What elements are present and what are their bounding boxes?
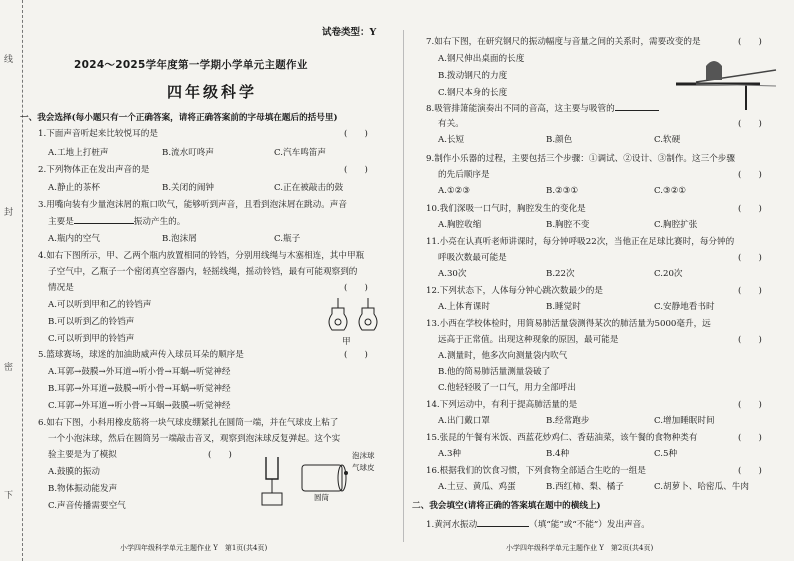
option-a: A.上体育课时 [438,302,490,312]
option-a: A.测量时，他多次向测量袋内吹气 [438,351,568,361]
option-c: C.耳郭→外耳道→听小骨→耳蜗→鼓膜→听觉神经 [48,401,231,411]
answer-bracket[interactable]: ( ) [738,253,762,263]
question-stem: 13.小西在学校体检时，用简易肺活量袋测得某次的肺活量为5000毫升，远 [426,319,711,329]
figure-label-jia: 甲 [342,337,351,347]
bell-jar-figure [326,294,386,350]
answer-bracket[interactable]: ( ) [344,165,368,175]
year-title: 2024～2025学年度第一学期小学单元主题作业 [74,59,308,71]
fill-blank[interactable] [477,518,529,527]
ruler-table-figure [676,48,780,110]
option-b: B.西红柿、梨、橘子 [546,482,624,492]
question-stem-2: 呼吸次数最可能是 [438,253,507,263]
option-b: B.可以听到乙的铃铛声 [48,317,135,327]
option-a: A.钢尺伸出桌面的长度 [438,54,525,64]
question-stem-2: 的先后顺序是 [438,170,490,180]
option-a: A.3种 [438,449,461,459]
question-stem: 6.如右下图，小科用橡皮筋将一块气球皮绷紧扎在圆筒一端，并在气球皮上粘了 [38,418,339,428]
answer-bracket[interactable]: ( ) [344,350,368,360]
footer-page-2: 小学四年级科学单元主题作业 Y 第2页(共4页) [506,544,654,552]
binding-char: 线 [4,55,14,65]
option-a: A.30次 [438,269,467,279]
question-stem-2: 一个小泡沫球，然后在圆筒另一端敲击音叉，观察到泡沫球反复弹起。这个实 [48,434,341,444]
option-a: A.胸腔收缩 [438,220,482,230]
option-b: B.物体振动能发声 [48,484,118,494]
answer-bracket[interactable]: ( ) [208,450,232,460]
option-c: C.软硬 [654,135,681,145]
option-b: B.颜色 [546,135,573,145]
question-stem: 4.如右下图所示，甲、乙两个瓶内放置相同的铃铛，分别用线绳与木塞相连，其中甲瓶 [38,251,365,261]
question-stem: 1.黄河水振动 （填“能”或“不能”）发出声音。 [426,520,650,530]
option-c: C.瓶子 [274,234,301,244]
option-c: C.增加睡眠时间 [654,416,715,426]
option-a: A.工地上打桩声 [48,148,109,158]
left-page [20,0,398,561]
question-stem: 1.下面声音听起来比较悦耳的是 [38,129,158,139]
figure-label-foam-ball: 泡沫球 [352,451,375,460]
figure-label-balloon-skin: 气球皮 [352,463,375,472]
question-stem-2: 子空气中，乙瓶子一个密闭真空容器内，轻摇线绳，摇动铃铛，最有可能观察到的 [48,267,358,277]
option-c: C.钢尺本身的长度 [438,88,508,98]
question-stem-2: 远高于正常值。出现这种现象的原因，最可能是 [438,335,619,345]
option-c: C.安静地看书时 [654,302,715,312]
question-stem: 16.根据我们的饮食习惯，下列食物全部适合生吃的一组是 [426,466,646,476]
question-stem: 5.篮球赛场，球迷的加油助威声传入球员耳朵的顺序是 [38,350,244,360]
option-b: B.睡觉时 [546,302,581,312]
option-b: B.4种 [546,449,570,459]
option-c: C.③②① [654,186,687,196]
option-b: B.22次 [546,269,575,279]
option-c: C.20次 [654,269,683,279]
binding-char: 下 [4,491,14,501]
question-stem: 8.吸管排箫能演奏出不同的音高，这主要与吸管的 [426,102,659,115]
option-a: A.鼓膜的振动 [48,467,100,477]
answer-bracket[interactable]: ( ) [738,335,762,345]
question-stem-2: 主要是 振动产生的。 [48,217,186,227]
binding-char: 封 [4,208,14,218]
answer-bracket[interactable]: ( ) [738,286,762,296]
option-b: B.耳郭→外耳道→鼓膜→听小骨→耳蜗→听觉神经 [48,384,231,394]
footer-page-1: 小学四年级科学单元主题作业 Y 第1页(共4页) [120,544,268,552]
fill-blank[interactable] [74,215,134,224]
answer-bracket[interactable]: ( ) [738,204,762,214]
figure-label-cylinder: 圆筒 [314,493,329,502]
answer-bracket[interactable]: ( ) [738,466,762,476]
option-b: B.他的简易肺活量测量袋破了 [438,367,551,377]
option-c: C.胸腔扩张 [654,220,698,230]
page-divider [403,30,404,542]
option-c: C.5种 [654,449,678,459]
answer-bracket[interactable]: ( ) [738,433,762,443]
option-a: A.静止的茶杯 [48,183,100,193]
option-a: A.出门戴口罩 [438,416,490,426]
option-b: B.②③① [546,186,579,196]
option-a: A.①②③ [438,186,471,196]
option-c: C.声音传播需要空气 [48,501,126,511]
option-a: A.耳郭→鼓膜→外耳道→听小骨→耳蜗→听觉神经 [48,367,231,377]
option-b: B.胸腔不变 [546,220,590,230]
question-stem: 3.用嘴向装有少量泡沫屑的瓶口吹气，能够听到声音，且看到泡沫屑在跳动。声音 [38,200,347,210]
question-stem: 15.张昆的午餐有米饭、西蓝花炒鸡仁、香菇油菜，该午餐的食物种类有 [426,433,698,443]
option-b: B.关闭的闹钟 [162,183,215,193]
answer-bracket[interactable]: ( ) [344,129,368,139]
option-c: C.他轻轻吸了一口气，用力全部呼出 [438,383,576,393]
binding-char: 密 [4,363,14,373]
question-stem-2: 有关。 [438,119,464,129]
option-b: B.经常跑步 [546,416,590,426]
option-b: B.流水叮咚声 [162,148,215,158]
question-stem: 2.下列物体正在发出声音的是 [38,165,150,175]
option-a: A.可以听到甲和乙的铃铛声 [48,300,152,310]
right-page [410,0,788,561]
option-c: C.可以听到甲的铃铛声 [48,334,135,344]
option-c: C.汽车鸣笛声 [274,148,326,158]
option-c: C.正在被敲击的鼓 [274,183,344,193]
question-stem: 9.制作小乐器的过程，主要包括三个步骤：①调试、②设计、③制作。这三个步骤 [426,154,735,164]
subject-title: 四年级科学 [166,83,257,101]
option-b: B.泡沫屑 [162,234,197,244]
option-b: B.拨动钢尺的力度 [438,71,508,81]
tuning-fork-drum-figure [258,451,348,509]
question-stem: 12.下列状态下，人体每分钟心跳次数最少的是 [426,286,603,296]
option-c: C.胡萝卜、哈密瓜、牛肉 [654,482,749,492]
answer-bracket[interactable]: ( ) [738,119,762,129]
section2-title: 二、我会填空(请将正确的答案填在题中的横线上) [412,501,601,511]
option-a: A.长短 [438,135,465,145]
question-stem: 11.小亮在认真听老师讲课时，每分钟呼吸22次，当他正在足球比赛时，每分钟的 [426,237,735,247]
option-a: A.土豆、黄瓜、鸡蛋 [438,482,516,492]
answer-bracket[interactable]: ( ) [738,37,762,47]
question-stem-3: 情况是 [48,283,74,293]
question-stem-3: 验主要是为了模拟 [48,450,117,460]
binding-strip [0,0,23,561]
answer-bracket[interactable]: ( ) [344,283,368,293]
question-stem: 14.下列运动中，有利于提高肺活量的是 [426,400,578,410]
question-stem: 10.我们深吸一口气时，胸腔发生的变化是 [426,204,586,214]
answer-bracket[interactable]: ( ) [738,170,762,180]
section1-title: 一、我会选择(每小题只有一个正确答案，请将正确答案前的字母填在题后的括号里) [20,113,338,123]
question-stem: 7.如右下图，在研究钢尺的振动幅度与音量之间的关系时，需要改变的是 [426,37,701,47]
fill-blank[interactable] [615,102,659,111]
paper-type: 试卷类型：Y [322,27,377,38]
answer-bracket[interactable]: ( ) [738,400,762,410]
option-a: A.瓶内的空气 [48,234,100,244]
